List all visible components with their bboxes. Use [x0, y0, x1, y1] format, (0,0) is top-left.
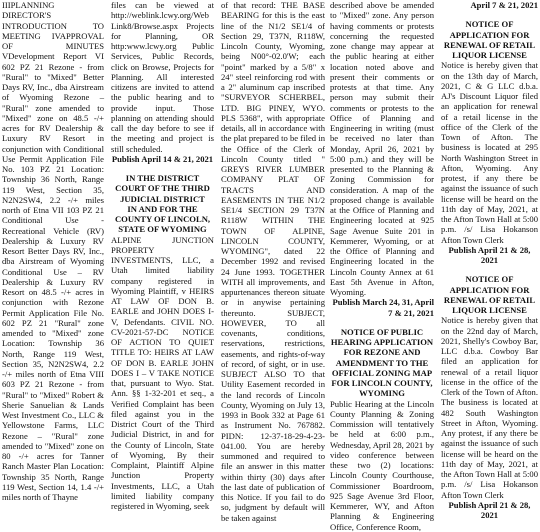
planning-agenda-text: IIIPLANNING DIRECTOR'S INTRODUCTION TO MEETING IVAPPROVAL OF MINUTES VDevelopment Report VI 602 PZ 21 Rezone - from "Rural" to "Mixed" Better Days RV, Inc., dba Airstream of Wyoming Rezone – "Rural" zone amended to "Mixed" zone on 48.5 -/+ acres for RV Dealership & Luxury RV Resort in conjunction with Conditional Use Permit Application File No. 103 PZ 21 Location: Township 36 North, Range 119 West, Section 35, N2N2SW4, 2.2 -/+ miles north of Etna VII 103 PZ 21 Conditional Use - Recreational Vehicle (RV) Dealership & Luxury RV Resort Better Days RV, Inc., dba Airstream of Wyoming Conditional Use – RV Dealership & Luxury RV Resort on 48.5 -/+ acres in conjunction with Rezone Permit Application File No. 602 PZ 21 "Rural" zone amended to "Mixed" zone Location: Township 36 North, Range 119 West, Section 35, N2N2SW4, 2.2 -/+ miles north of Etna VIII 603 PZ 21 Rezone - from "Rural" to "Mixed" Robert & Sherie Sanuelian & Lands West Investment Co., LLC & Yellowstone Farms, LLC Rezone – "Rural" zone amended to "Mixed" zone on 80 -/+ acres for Tanner Ranch Master Plan Location: Township 35 North, Range 119 West, Section 14, 1.4 -/+ miles north of Thayne: [2, 0, 104, 502]
liquor-license-heading: NOTICE OF APPLICATION FOR RENEWAL OF RETAIL LIQUOR LICENSE: [443, 274, 536, 315]
column-4: [330, 0, 434, 532]
quiet-title-notice-text: ALPINE JUNCTION PROPERTY INVESTMENTS, LLC, a Utah limited liability company registered in Wyoming Plaintiff, v HEIRS AT LAW OF DON B. EARLE and JOHN DOES I-V, Defendants. CIVIL NO. CV-2021-57-DC NOTICE OF ACTION TO QUIET TITLE TO: HEIRS AT LAW OF DON B. EARLE JOHN DOES I – V TAKE NOTICE that, pursuant to Wyo. Stat. Ann. §§ 1-32-201 et seq., a Verified Complaint has been filed against you in the District Court of the Third Judicial District, in and for the County of Lincoln, State of Wyoming, By their Complaint, Plaintiff Alpine Junction Property Investments, LLC, a Utah limited liability company registered in Wyoming, seek: [111, 234, 214, 511]
column-1: [2, 0, 104, 502]
property-description-text: of that record: THE BASE BEARING for this is the east line of the N1/2 SE1/4 of Section 29, T37N, R118W, Lincoln County, Wyoming, being N00°-02.0'W; each "point" marked by a 5/8" x 24" steel reinforcing rod with a 2" aluminum cap inscribed "SURVEYOR SCHERBEL, LTD. BIG PINEY, WYO. PLS 5368", with appropriate details, all in accordance with the plat prepared to be filed in the Office of the Clerk of Lincoln County titled " GREYS RIVER LUMBER COMPANY PLAT OF TRACTS AND EASEMENTS IN THE N1/2 SE1/4 SECTION 29 T37N R118W WITHIN THE TOWN OF ALPINE, LINCOLN COUNTY, WYOMING", dated 22 December 1992 and revised 24 June 1993. TOGETHER WITH all improvements, and appurtenances thereon situate or in anywise pertaining thereunto. SUBJECT, HOWEVER, TO all covenants, conditions, reservations, restrictions, easements, and rights-of-way of record, of sight, or in use. SUBJECT ALSO TO that Utility Easement recorded in the land records of Lincoln County, Wyoming on July 13, 1993 in Book 332 at Page 61 as Instrument No. 767882. PIDN: 12-37-18-29-4-23-041.00. You are hereby summoned and required to file an answer in this matter within thirty (30) days after the last date of publication of this Notice. If you fail to do so, judgment by default will be taken against: [221, 0, 325, 523]
column-3: [221, 0, 325, 523]
public-hearing-text: Public Hearing at the Lincoln County Planning & Zoning Commission will tentatively be held at 6:00 p.m., Wednesday, April 28, 2021 by video conference between these two (2) locations: Lincoln County Courthouse, Commissioner Boardroom, 925 Sage Avenue 3rd Floor, Kemmerer, WY, and Afton Planning & Engineering Office, Conference Room,: [330, 398, 434, 532]
liquor-license-heading: NOTICE OF APPLICATION FOR RENEWAL OF RETAIL LIQUOR LICENSE: [443, 19, 536, 60]
publish-dates: Publish March 24, 31, April 7 & 21, 2021: [332, 297, 434, 318]
liquor-license-notice-text: Notice is hereby given that on the 13th day of March, 2021, C & G LLC d.b.a. AJ's Discount Liquor filed an application for renewal of a retail license in the office of the Clerk of the Town of Afton. The business is located at 295 North Washington Street in Afton, Wyoming. Any protest, if any there be against the issuance of such license will be heard on the 11th day of May, 2021, at the Afton Town Hall at 5:00 p.m. /s/ Lisa Hokanson Afton Town Clerk: [441, 60, 538, 245]
publish-dates: Publish April 21 & 28, 2021: [448, 244, 531, 265]
public-hearing-heading: NOTICE OF PUBLIC HEARING APPLICATION FOR REZONE AND AMENDMENT TO THE OFFICIAL ZONING MAP FOR LINCOLN COUNTY, WYOMING: [330, 326, 434, 399]
column-2: [111, 0, 214, 511]
publish-dates: April 7 & 21, 2021: [470, 0, 538, 10]
planning-notice-continuation: files can be viewed at http://weblink.lcwy.org/WebLink8/Browse.aspx Projects for Planning, OR http:www.lcwy.org Public Services, Public Records, click on Browse, Projects for Planning. All interested citizens are invited to attend the public hearing and to provide input. Those planning on attending should call the day before to see if the meeting and project is still scheduled.: [111, 0, 214, 154]
column-5: [441, 0, 538, 520]
rezone-notice-continuation: described above be amended to "Mixed" zone. Any person having comments or protests concerning the requested zone change may appear at the public hearing at either location noted above and present their comments or protests at that time. Any person may submit their comments or protests to the Office of Planning and Engineering in writing (must be received no later than Monday, April 26, 2021 by 5:00 p.m.) and they will be presented to the Planning & Zoning Commission for consideration. A map of the proposed change is available at the Office of Planning and Engineering located at 925 Sage Avenue Suite 201 in Kemmerer, Wyoming, or at the Office of Planning and Engineering located in the Lincoln County Annex at 61 East 5th Avenue in Afton, Wyoming.: [330, 0, 434, 297]
court-county-heading: IN AND FOR THE COUNTY OF LINCOLN, STATE OF WYOMING: [114, 203, 211, 235]
publish-dates: Publish April 14 & 21, 2021: [111, 153, 214, 164]
court-heading: IN THE DISTRICT COURT OF THE THIRD JUDICIAL DISTRICT: [115, 173, 210, 204]
publish-dates: Publish April 21 & 28, 2021: [448, 499, 531, 520]
liquor-license-notice-text: Notice is hereby given that on the 22nd day of March, 2021, Shelly's Cowboy Bar, LLC d.b.a. Cowboy Bar filed an application for renewal of a retail liquor license in the office of the Clerk of the Town of Afton. The business is located at 482 South Washington Street in Afton, Wyoming. Any protest, if any there be against the issuance of such license will be heard on the 11th day of May, 2021, at the Afton Town Hall at 5:00 p.m. /s/ Lisa Hokanson Afton Town Clerk: [441, 315, 538, 500]
